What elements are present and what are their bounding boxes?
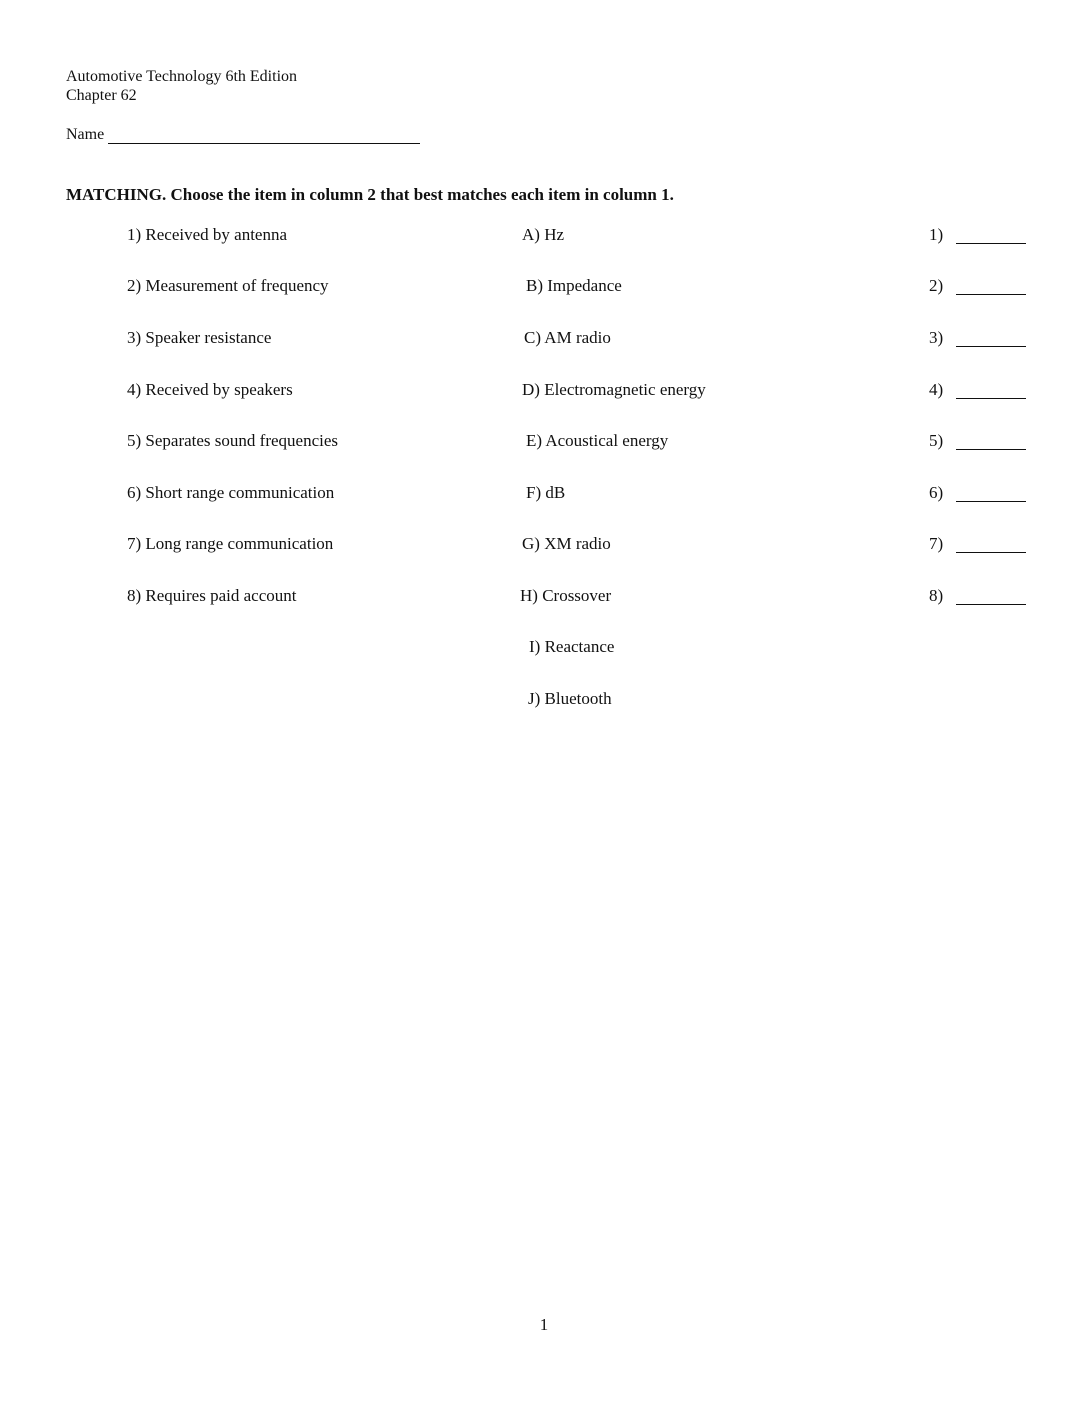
answer-blank-4[interactable] [956,398,1026,399]
answer-blank-6[interactable] [956,501,1026,502]
chapter-label: Chapter 62 [66,87,137,104]
answer-number-2: 2) [929,276,944,295]
column2-item-a: A) Hz [522,225,565,244]
column2-item-e: E) Acoustical energy [526,431,669,450]
instructions: MATCHING. Choose the item in column 2 that best matches each item in column 1. [66,185,674,204]
answer-blank-5[interactable] [956,449,1026,450]
answer-blank-3[interactable] [956,346,1026,347]
answer-blank-7[interactable] [956,552,1026,553]
name-field[interactable] [108,143,420,144]
column1-item-1: 1) Received by antenna [127,225,288,244]
column2-item-j: J) Bluetooth [528,689,612,708]
column2-item-h: H) Crossover [520,586,612,605]
page-number: 1 [539,1315,549,1334]
answer-number-8: 8) [929,586,944,605]
answer-number-7: 7) [929,534,944,553]
column2-item-i: I) Reactance [529,637,615,656]
column1-item-4: 4) Received by speakers [127,380,293,399]
column2-item-c: C) AM radio [524,328,611,347]
answer-blank-1[interactable] [956,243,1026,244]
book-title: Automotive Technology 6th Edition [66,68,298,85]
column2-item-g: G) XM radio [522,534,611,553]
column1-item-5: 5) Separates sound frequencies [127,431,339,450]
answer-number-6: 6) [929,483,944,502]
column1-item-2: 2) Measurement of frequency [127,276,329,295]
answer-blank-8[interactable] [956,604,1026,605]
name-label: Name [66,126,105,143]
column1-item-3: 3) Speaker resistance [127,328,272,347]
answer-number-5: 5) [929,431,944,450]
column2-item-b: B) Impedance [526,276,622,295]
column2-item-d: D) Electromagnetic energy [522,380,706,399]
column2-item-f: F) dB [526,483,566,502]
column1-item-6: 6) Short range communication [127,483,335,502]
answer-number-4: 4) [929,380,944,399]
answer-blank-2[interactable] [956,294,1026,295]
column1-item-7: 7) Long range communication [127,534,334,553]
column1-item-8: 8) Requires paid account [127,586,297,605]
answer-number-3: 3) [929,328,944,347]
answer-number-1: 1) [929,225,944,244]
